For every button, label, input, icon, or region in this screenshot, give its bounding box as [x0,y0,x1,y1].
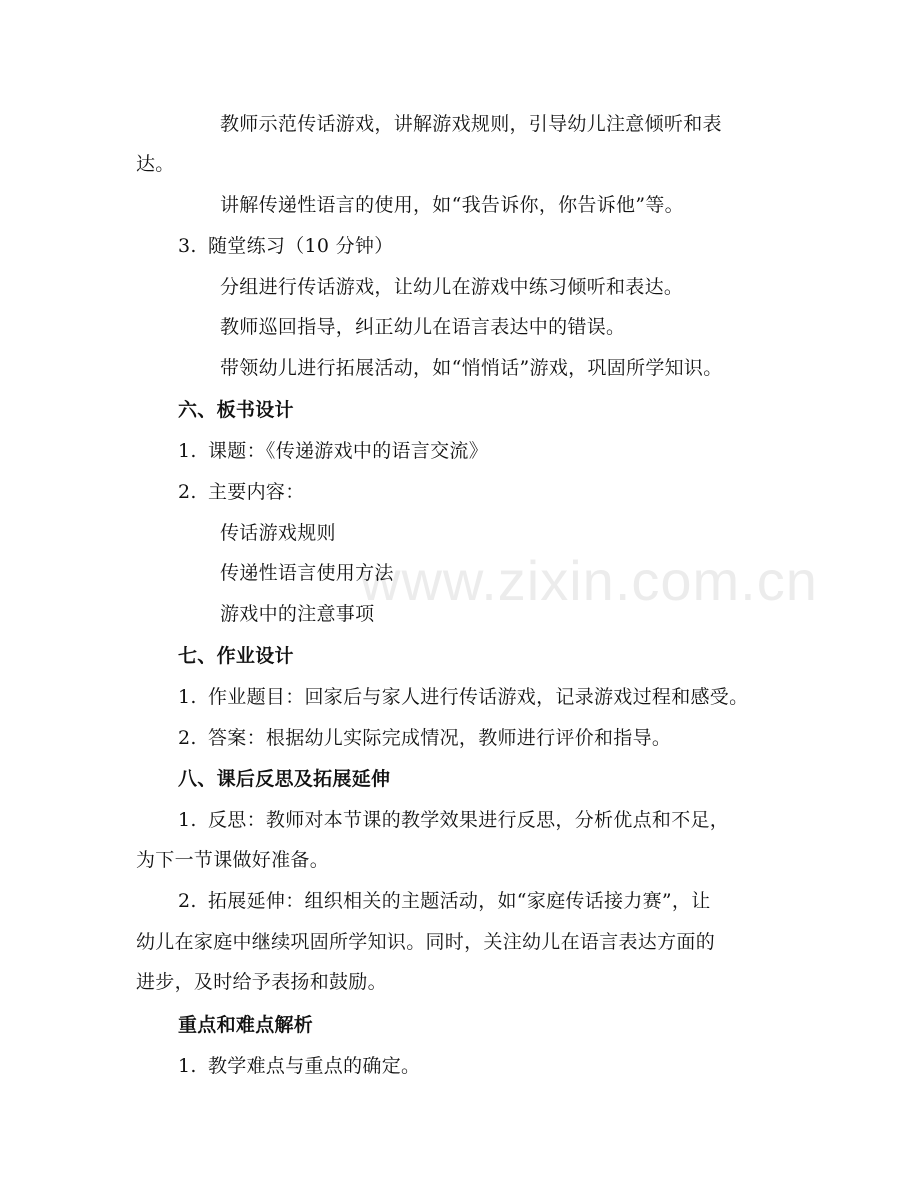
paragraph-demo-line2: 达。 [136,153,175,175]
board-subitem-language: 传递性语言使用方法 [220,562,394,584]
paragraph-teacher-guide: 教师巡回指导，纠正幼儿在语言表达中的错误。 [220,316,626,338]
list-number: 2. [178,481,197,503]
reflection-item-1-cont: 为下一节课做好准备。 [136,849,330,871]
paragraph-group-game: 分组进行传话游戏，让幼儿在游戏中练习倾听和表达。 [220,276,684,298]
reflection-item-1 [178,808,729,832]
key-point-item-1-text: 教学难点与重点的确定。 [208,1055,421,1077]
key-point-item-1 [178,1054,420,1078]
list-number: 1. [178,686,197,708]
reflection-item-2 [178,889,711,913]
homework-item-task [178,685,748,709]
homework-item-answer-text: 答案：根据幼儿实际完成情况，教师进行评价和指导。 [208,727,672,749]
list-number: 1. [178,1055,197,1077]
heading-reflection: 八、课后反思及拓展延伸 [178,768,391,790]
heading-board-design: 六、板书设计 [178,399,294,421]
board-item-topic [178,439,488,463]
list-number: 2. [178,727,197,749]
list-number: 3. [178,235,197,257]
homework-item-answer [178,726,671,750]
list-number: 2. [178,890,197,912]
reflection-item-2-text: 拓展延伸：组织相关的主题活动，如“家庭传话接力赛”，让 [208,890,711,912]
heading-key-points: 重点和难点解析 [178,1014,314,1036]
paragraph-demo-line1: 教师示范传话游戏，讲解游戏规则，引导幼儿注意倾听和表 [220,113,722,135]
reflection-item-2-cont1: 幼儿在家庭中继续巩固所学知识。同时，关注幼儿在语言表达方面的 [136,931,716,953]
heading-homework-design: 七、作业设计 [178,645,294,667]
board-item-topic-text: 课题：《传递游戏中的语言交流》 [208,440,489,462]
board-subitem-notes: 游戏中的注意事项 [220,603,375,625]
paragraph-language-use: 讲解传递性语言的使用，如“我告诉你，你告诉他”等。 [220,194,684,216]
reflection-item-2-cont2: 进步，及时给予表扬和鼓励。 [136,971,387,993]
board-item-content [178,480,305,504]
list-number: 1. [178,440,197,462]
board-subitem-rules: 传话游戏规则 [220,522,336,544]
section-practice-title: 随堂练习（10 分钟） [208,235,394,257]
paragraph-extension-activity: 带领幼儿进行拓展活动，如“悄悄话”游戏，巩固所学知识。 [220,357,723,379]
board-item-content-text: 主要内容： [208,481,305,503]
section-practice [178,234,394,258]
reflection-item-1-text: 反思：教师对本节课的教学效果进行反思，分析优点和不足， [208,809,730,831]
watermark: www.zixin.com.cn [360,549,818,612]
homework-item-task-text: 作业题目：回家后与家人进行传话游戏，记录游戏过程和感受。 [208,686,749,708]
list-number: 1. [178,809,197,831]
